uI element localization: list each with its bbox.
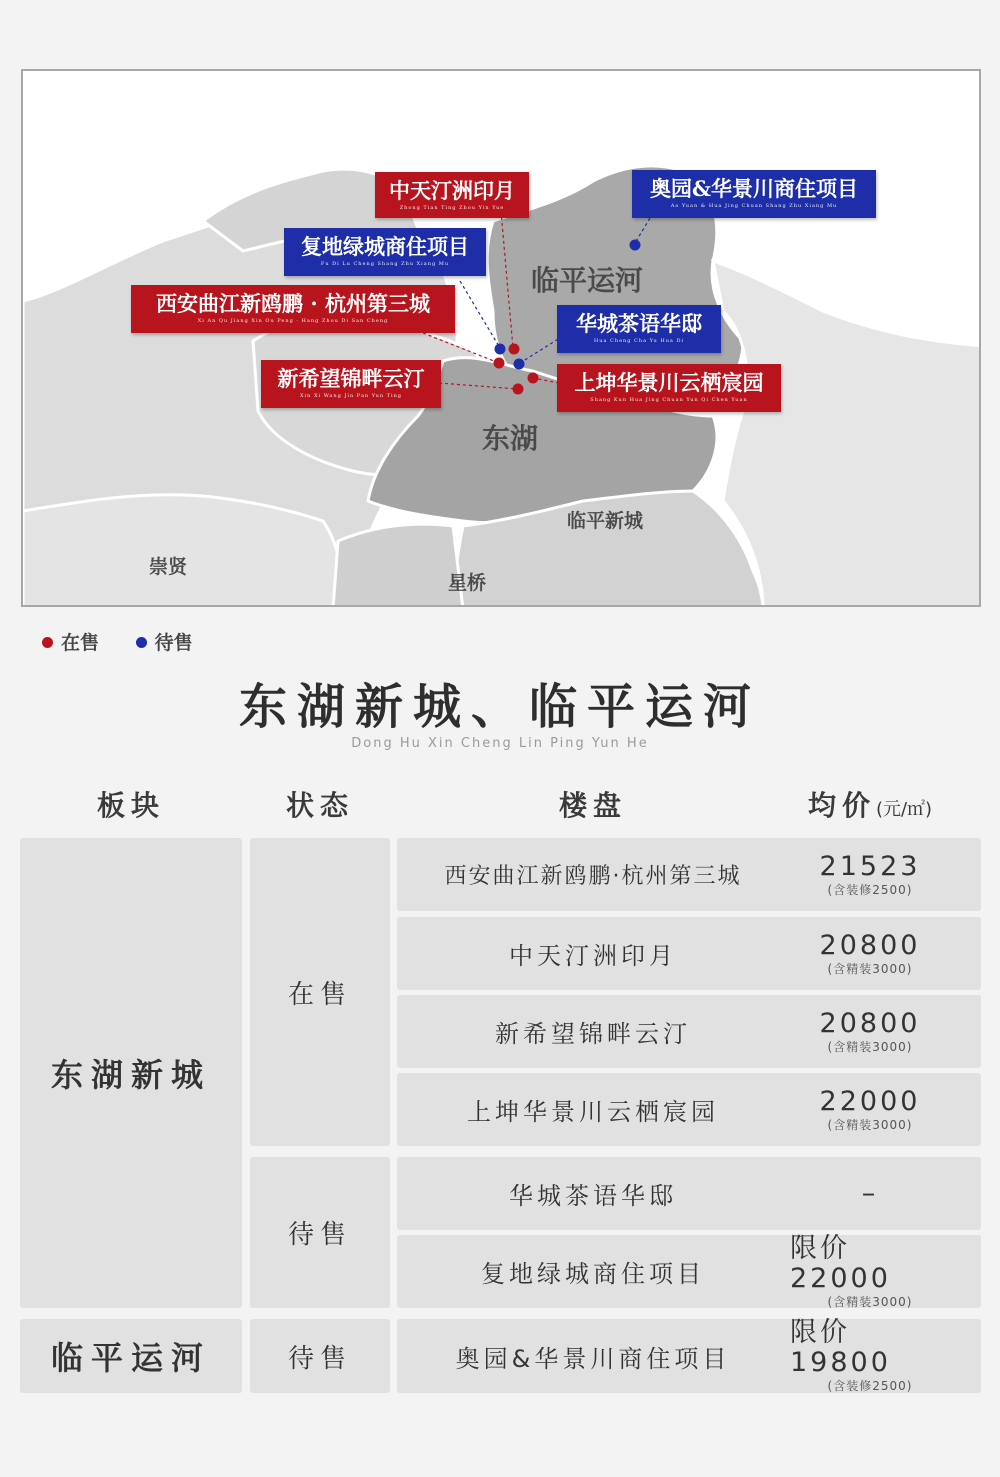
map-region-xingqiao — [333, 524, 463, 607]
header-status: 状态 — [285, 789, 354, 822]
legend-on-sale-label: 在售 — [61, 632, 100, 654]
place-xingqiao: 星桥 — [448, 572, 487, 594]
price-value: 21523 — [819, 850, 921, 882]
price-note: (含精装3000) — [827, 1294, 913, 1309]
price-value: 20800 — [819, 929, 921, 961]
table-row-project: 新希望锦畔云汀 — [397, 995, 981, 1068]
page-subtitle: Dong Hu Xin Cheng Lin Ping Yun He — [351, 736, 649, 751]
map-tag-aoyuan — [632, 170, 876, 218]
price-value: 限价22000 — [790, 1232, 891, 1294]
legend-blue-dot-icon — [136, 637, 147, 648]
map-regions — [23, 71, 981, 607]
price-note: (含精装3000) — [827, 1117, 913, 1132]
table-row-price — [790, 1232, 950, 1309]
table-row-project: 中天汀洲印月 — [397, 917, 981, 990]
legend-red-dot-icon — [42, 637, 53, 648]
map-tag-pinyin: Zhong Tian Ting Zhou Yin Yue — [399, 205, 505, 211]
legend-on-sale — [42, 628, 99, 655]
table-row-price — [790, 1319, 950, 1393]
page-title: 东湖新城、临平运河 — [238, 679, 761, 735]
status-cell-on-sale: 在售 — [250, 838, 390, 1146]
map-tag-huacheng — [557, 305, 721, 353]
status-cell-upcoming-linping: 待售 — [250, 1319, 390, 1393]
map-legend — [42, 628, 223, 655]
map-tag-name: 西安曲江新鸥鹏 · 杭州第三城 — [156, 291, 430, 316]
price-note: (含装修2500) — [827, 882, 913, 897]
map-tag-xinxiwang — [261, 360, 441, 408]
map-tag-shangkun — [557, 364, 781, 412]
map-tag-name: 华城茶语华邸 — [576, 311, 702, 336]
price-value: – — [861, 1177, 879, 1209]
place-donghu: 东湖 — [482, 422, 539, 455]
map-tag-name: 复地绿城商住项目 — [301, 234, 469, 259]
map-tag-name: 新希望锦畔云汀 — [277, 366, 425, 391]
district-map — [21, 69, 981, 607]
table-row-project: 华城茶语华邸 — [397, 1157, 981, 1230]
table-row-project: 上坤华景川云栖宸园 — [397, 1073, 981, 1146]
header-price-unit: (元/㎡) — [875, 799, 933, 820]
table-row-project: 奥园&华景川商住项目 — [397, 1319, 981, 1393]
table-row-project: 西安曲江新鸥鹏·杭州第三城 — [397, 838, 981, 911]
place-linping-xincheng: 临平新城 — [567, 510, 644, 532]
legend-upcoming — [136, 628, 193, 655]
table-row-price — [790, 838, 950, 911]
map-dot-huacheng — [514, 359, 525, 370]
map-tag-xian — [131, 285, 455, 333]
map-region-east — [713, 261, 981, 607]
map-tag-zhongtian — [375, 172, 529, 218]
header-region: 板块 — [96, 789, 165, 822]
map-tag-pinyin: Hua Cheng Cha Yu Hua Di — [593, 338, 685, 344]
map-tag-pinyin: Xin Xi Wang Jin Pan Yun Ting — [299, 393, 402, 399]
map-dot-shangkun — [528, 373, 539, 384]
price-value: 20800 — [819, 1007, 921, 1039]
map-tag-pinyin: Shang Kun Hua Jing Chuan Yun Qi Chen Yuan — [590, 397, 748, 403]
price-note: (含装修2500) — [827, 1379, 913, 1393]
header-project: 楼盘 — [558, 789, 627, 822]
map-tag-pinyin: Fu Di Lu Cheng Shang Zhu Xiang Mu — [320, 261, 450, 267]
map-tag-pinyin: Ao Yuan & Hua Jing Chuan Shang Zhu Xiang Mu — [670, 203, 838, 209]
header-price-label: 均价 — [807, 789, 876, 822]
price-note: (含精装3000) — [827, 961, 913, 976]
region-cell-donghu: 东湖新城 — [20, 838, 242, 1308]
table-row-price — [790, 1157, 950, 1230]
map-tag-name: 中天汀洲印月 — [389, 178, 515, 203]
map-dot-xian — [494, 358, 505, 369]
map-tag-fudi — [284, 228, 486, 276]
place-chongxian: 崇贤 — [149, 556, 188, 578]
map-tag-pinyin: Xi An Qu Jiang Xin Ou Peng · Hang Zhou Di San Cheng — [197, 318, 389, 324]
map-tag-name: 上坤华景川云栖宸园 — [574, 370, 764, 395]
map-dot-fudi — [495, 344, 506, 355]
map-region-chongxian — [23, 495, 341, 607]
map-tag-name: 奥园&华景川商住项目 — [650, 176, 858, 201]
place-linping-yunhe: 临平运河 — [531, 264, 644, 297]
map-dot-zhongtian — [509, 344, 520, 355]
status-cell-upcoming: 待售 — [250, 1157, 390, 1308]
table-row-project: 复地绿城商住项目 — [397, 1235, 981, 1308]
table-row-price — [790, 917, 950, 990]
table-row-price — [790, 995, 950, 1068]
header-price — [790, 784, 950, 824]
legend-upcoming-label: 待售 — [154, 632, 193, 654]
map-dot-xinxiwang — [513, 384, 524, 395]
price-value: 22000 — [819, 1085, 921, 1117]
region-cell-linping: 临平运河 — [20, 1319, 242, 1393]
price-note: (含精装3000) — [827, 1039, 913, 1054]
price-value: 限价19800 — [790, 1317, 891, 1378]
table-row-price — [790, 1073, 950, 1146]
map-dot-aoyuan — [630, 240, 641, 251]
